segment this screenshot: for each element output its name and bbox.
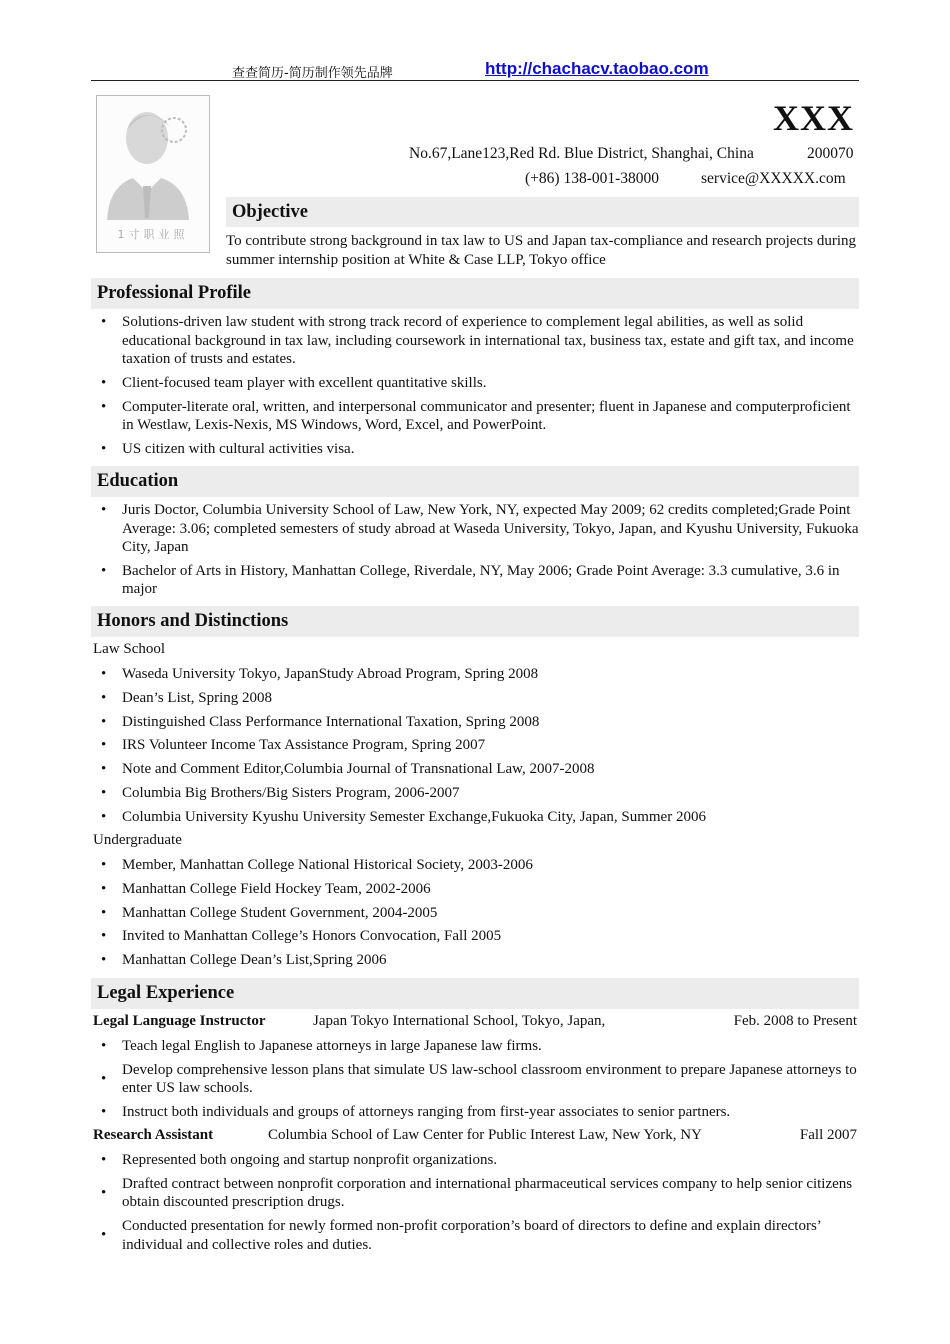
list-item: • Manhattan College Field Hockey Team, 2002-2006 <box>91 880 859 899</box>
photo-caption: 1寸职业照 <box>117 228 189 241</box>
zip-code: 200070 <box>807 145 854 162</box>
education-heading: Education <box>91 466 859 497</box>
list-item: • Conducted presentation for newly formed non-profit corporation’s board of directors to define and explain directors’ individual and collective roles and duties. <box>91 1217 859 1254</box>
experience-heading: Legal Experience <box>91 978 859 1009</box>
job-title: Legal Language Instructor <box>93 1013 266 1029</box>
list-item: • Columbia University Kyushu University Semester Exchange,Fukuoka City, Japan, Summer 2006 <box>91 808 859 827</box>
law-school-label: Law School <box>93 641 166 657</box>
list-item: • IRS Volunteer Income Tax Assistance Program, Spring 2007 <box>91 736 859 755</box>
list-item: • Columbia Big Brothers/Big Sisters Program, 2006-2007 <box>91 784 859 803</box>
job-date: Feb. 2008 to Present <box>733 1013 857 1029</box>
job-duties-list <box>91 1151 859 1259</box>
list-item: • Drafted contract between nonprofit corporation and international pharmaceutical services company to help senior citizens obtain discounted prescription drugs. <box>91 1175 859 1212</box>
job-organization: Columbia School of Law Center for Public Interest Law, New York, NY <box>268 1127 702 1143</box>
list-item: • Develop comprehensive lesson plans that simulate US law-school classroom environment to prepare Japanese attorneys to enter US law schools. <box>91 1061 859 1098</box>
objective-heading: Objective <box>226 197 859 227</box>
address: No.67,Lane123,Red Rd. Blue District, Shanghai, China <box>409 145 754 162</box>
job-duties-list <box>91 1037 859 1127</box>
list-item: • Manhattan College Student Government, 2004-2005 <box>91 904 859 923</box>
list-item: • US citizen with cultural activities visa. <box>91 440 859 459</box>
email: service@XXXXX.com <box>701 170 846 187</box>
list-item: • Instruct both individuals and groups of attorneys ranging from first-year associates to senior partners. <box>91 1103 859 1122</box>
brand-url-link[interactable]: http://chachacv.taobao.com <box>485 59 709 78</box>
job-organization: Japan Tokyo International School, Tokyo, Japan, <box>313 1013 606 1029</box>
law-honors-list <box>91 665 859 832</box>
page-header <box>91 58 859 81</box>
list-item: • Represented both ongoing and startup nonprofit organizations. <box>91 1151 859 1170</box>
list-item: • Bachelor of Arts in History, Manhattan College, Riverdale, NY, May 2006; Grade Point Average: 3.3 cumulative, 3.6 in major <box>91 562 859 599</box>
profile-list <box>91 313 859 464</box>
list-item: • Manhattan College Dean’s List,Spring 2006 <box>91 951 859 970</box>
job-title: Research Assistant <box>93 1127 214 1143</box>
honors-heading: Honors and Distinctions <box>91 606 859 637</box>
list-item: • Juris Doctor, Columbia University School of Law, New York, NY, expected May 2009; 62 credits completed;Grade Point Average: 3.06; completed semesters of study abroad at Waseda University, Tokyo, Japan, and Kyushu University, Fukuoka City, Japan <box>91 501 859 557</box>
phone: (+86) 138-001-38000 <box>525 170 660 187</box>
objective-text: To contribute strong background in tax law to US and Japan tax-compliance and research projects during summer internship position at White & Case LLP, Tokyo office <box>226 233 857 268</box>
list-item: • Waseda University Tokyo, JapanStudy Abroad Program, Spring 2008 <box>91 665 859 684</box>
list-item: • Teach legal English to Japanese attorneys in large Japanese law firms. <box>91 1037 859 1056</box>
brand-slogan: 查查简历-简历制作领先品牌 <box>232 66 393 81</box>
list-item: • Member, Manhattan College National Historical Society, 2003-2006 <box>91 856 859 875</box>
list-item: • Solutions-driven law student with strong track record of experience to complement legal abilities, as well as solid educational background in tax law, including coursework in international tax, business tax, estate and gift tax, and income taxation of trusts and estates. <box>91 313 859 369</box>
profile-heading: Professional Profile <box>91 278 859 309</box>
job-header <box>93 1127 857 1147</box>
list-item: • Dean’s List, Spring 2008 <box>91 689 859 708</box>
job-date: Fall 2007 <box>799 1127 857 1143</box>
list-item: • Note and Comment Editor,Columbia Journal of Transnational Law, 2007-2008 <box>91 760 859 779</box>
undergraduate-honors-list <box>91 856 859 975</box>
list-item: • Invited to Manhattan College’s Honors Convocation, Fall 2005 <box>91 927 859 946</box>
undergraduate-label: Undergraduate <box>93 832 182 848</box>
list-item: • Distinguished Class Performance International Taxation, Spring 2008 <box>91 713 859 732</box>
list-item: • Computer-literate oral, written, and interpersonal communicator and presenter; fluent in Japanese and computerproficient in Westlaw, Lexis-Nexis, MS Windows, Word, Excel, and PowerPoint. <box>91 398 859 435</box>
list-item: • Client-focused team player with excellent quantitative skills. <box>91 374 859 393</box>
job-header <box>93 1013 857 1033</box>
candidate-name: XXX <box>773 98 854 138</box>
education-list <box>91 501 859 604</box>
photo-placeholder <box>96 95 210 253</box>
